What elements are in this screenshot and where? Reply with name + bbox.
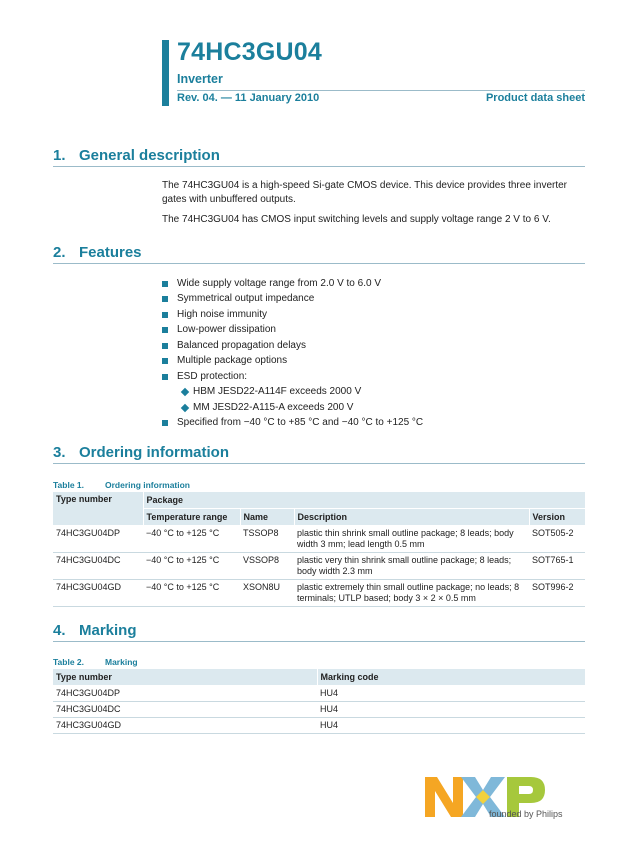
section-divider — [53, 166, 585, 167]
cell: 74HC3GU04GD — [53, 718, 317, 734]
table-header-row — [53, 669, 585, 686]
header-divider — [177, 90, 585, 91]
table-row — [53, 686, 585, 702]
column-header: Version — [529, 509, 585, 526]
list-item: Specified from −40 °C to +85 °C and −40 °C to +125 °C — [177, 417, 424, 428]
cell: SOT505-2 — [529, 526, 585, 553]
section-heading-ordering-information: 3. Ordering information — [53, 444, 229, 461]
column-header: Type number — [53, 492, 143, 526]
cell: plastic thin shrink small outline package; 8 leads; body width 3 mm; lead length 0.5 mm — [294, 526, 529, 553]
cell: 74HC3GU04DP — [53, 526, 143, 553]
square-bullet-icon — [162, 420, 168, 426]
section-divider — [53, 641, 585, 642]
square-bullet-icon — [162, 358, 168, 364]
document-subtitle: Inverter — [177, 72, 223, 86]
section-heading-marking: 4. Marking — [53, 622, 137, 639]
paragraph: The 74HC3GU04 is a high-speed Si-gate CMOS device. This device provides three inverter gates with unbuffered outputs. — [162, 180, 568, 205]
header-accent-bar — [162, 40, 169, 106]
column-header: Marking code — [317, 669, 585, 686]
cell: HU4 — [317, 718, 585, 734]
diamond-bullet-icon — [181, 388, 189, 396]
cell: SOT996-2 — [529, 580, 585, 607]
table-row — [53, 718, 585, 734]
table-row — [53, 702, 585, 718]
square-bullet-icon — [162, 327, 168, 333]
column-header: Description — [294, 509, 529, 526]
cell: HU4 — [317, 686, 585, 702]
column-header: Package — [143, 492, 585, 509]
cell: plastic extremely thin small outline package; no leads; 8 terminals; UTLP based; body 3 × 2 × 0.5 mm — [294, 580, 529, 607]
document-title: 74HC3GU04 — [177, 38, 322, 66]
list-subitem: MM JESD22-A115-A exceeds 200 V — [193, 402, 354, 413]
document-type: Product data sheet — [485, 92, 585, 104]
list-item: ESD protection: — [177, 371, 248, 382]
cell: VSSOP8 — [240, 553, 294, 580]
cell: 74HC3GU04GD — [53, 580, 143, 607]
cell: −40 °C to +125 °C — [143, 580, 240, 607]
cell: XSON8U — [240, 580, 294, 607]
document-revision: Rev. 04. — 11 January 2010 — [177, 92, 320, 104]
cell: −40 °C to +125 °C — [143, 526, 240, 553]
section-heading-features: 2. Features — [53, 244, 142, 261]
table-row — [53, 553, 585, 580]
paragraph: The 74HC3GU04 has CMOS input switching levels and supply voltage range 2 V to 6 V. — [162, 214, 551, 225]
section-heading-general-description: 1. General description — [53, 147, 220, 164]
section-divider — [53, 463, 585, 464]
cell: plastic very thin shrink small outline package; 8 leads; body width 2.3 mm — [294, 553, 529, 580]
table-header-row — [53, 492, 585, 509]
list-subitem: HBM JESD22-A114F exceeds 2000 V — [193, 386, 362, 397]
list-item: Balanced propagation delays — [177, 340, 306, 351]
square-bullet-icon — [162, 374, 168, 380]
table-caption: Table 1. Ordering information — [53, 480, 190, 490]
cell: SOT765-1 — [529, 553, 585, 580]
column-header: Temperature range — [143, 509, 240, 526]
cell: TSSOP8 — [240, 526, 294, 553]
cell: 74HC3GU04DC — [53, 702, 317, 718]
table-caption: Table 2. Marking — [53, 657, 138, 667]
ordering-information-table — [53, 492, 585, 607]
column-header: Type number — [53, 669, 317, 686]
table-row — [53, 580, 585, 607]
list-item: Low-power dissipation — [177, 324, 276, 335]
square-bullet-icon — [162, 343, 168, 349]
list-item: Symmetrical output impedance — [177, 293, 315, 304]
list-item: Wide supply voltage range from 2.0 V to 6.0 V — [177, 278, 381, 289]
square-bullet-icon — [162, 296, 168, 302]
cell: −40 °C to +125 °C — [143, 553, 240, 580]
cell: HU4 — [317, 702, 585, 718]
cell: 74HC3GU04DC — [53, 553, 143, 580]
list-item: High noise immunity — [177, 309, 268, 320]
square-bullet-icon — [162, 312, 168, 318]
section-divider — [53, 263, 585, 264]
marking-table — [53, 669, 585, 734]
diamond-bullet-icon — [181, 404, 189, 412]
cell: 74HC3GU04DP — [53, 686, 317, 702]
column-header: Name — [240, 509, 294, 526]
list-item: Multiple package options — [177, 355, 288, 366]
logo-tagline: founded by Philips — [489, 809, 563, 819]
square-bullet-icon — [162, 281, 168, 287]
table-row — [53, 526, 585, 553]
